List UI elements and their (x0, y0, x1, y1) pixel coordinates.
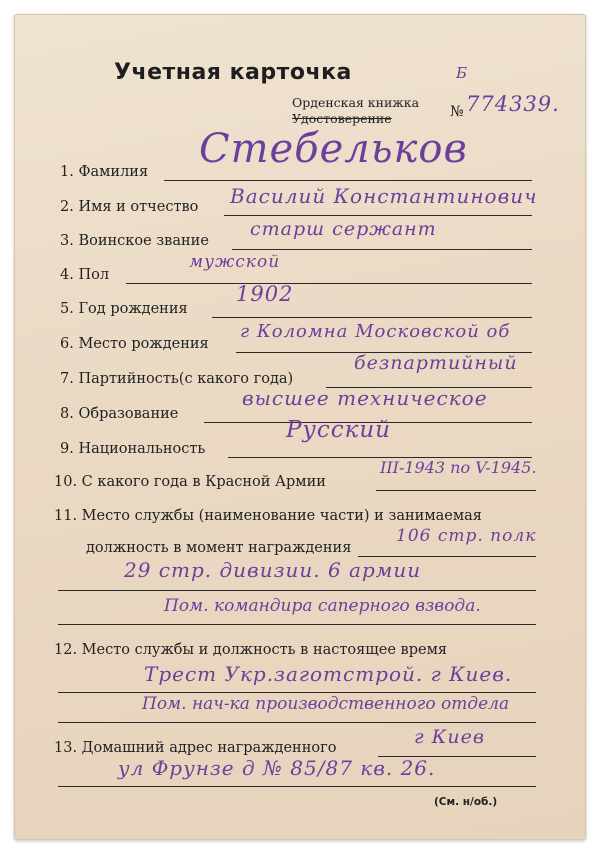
book-series: Б (456, 64, 469, 82)
order-book-label: Орденская книжка (292, 95, 420, 110)
field-4-line (126, 283, 532, 284)
field-3-line (232, 249, 532, 250)
field-7-label: 7. Партийность(с какого года) (60, 371, 294, 387)
field-11-label: 11. Место службы (наименование части) и занимаемая (54, 508, 482, 524)
field-2-label: 2. Имя и отчество (60, 199, 199, 215)
record-card (14, 14, 586, 840)
field-4-value: мужской (189, 252, 281, 272)
field-13-line-2 (58, 786, 536, 787)
footer-note: (См. н/об.) (434, 796, 498, 808)
field-11-line-1 (358, 556, 536, 557)
field-1-value: Стебельков (199, 126, 468, 172)
field-12-label: 12. Место службы и должность в настоящее время (54, 642, 447, 658)
field-11-line-3 (58, 624, 536, 625)
field-6-label: 6. Место рождения (60, 336, 209, 352)
card-title: Учетная карточка (114, 60, 352, 85)
field-8-label: 8. Образование (60, 406, 179, 422)
field-5-value: 1902 (236, 282, 294, 306)
field-10-value: III-1943 по V-1945. (380, 458, 537, 477)
field-12-value-2: Пом. нач-ка производственного отдела (142, 694, 510, 714)
field-9-label: 9. Национальность (60, 441, 206, 457)
field-13-value: г Киев (414, 726, 485, 748)
field-11-value-2: 29 стр. дивизии. 6 армии (124, 558, 422, 582)
field-9-value: Русский (286, 417, 391, 443)
field-1-line (164, 180, 532, 181)
field-10-label: 10. С какого года в Красной Армии (54, 474, 326, 490)
field-10-line (376, 490, 536, 491)
number-sign: № (450, 104, 464, 120)
field-11-value-3: Пом. командира саперного взвода. (164, 596, 481, 616)
field-11-line-2 (58, 590, 536, 591)
certificate-label: Удостоверение (292, 111, 392, 126)
field-2-line (224, 215, 532, 216)
field-5-label: 5. Год рождения (60, 301, 188, 317)
field-12-line-2 (58, 722, 536, 723)
book-number: 774339. (466, 92, 560, 116)
field-3-value: старш сержант (250, 218, 437, 240)
field-12-value: Трест Укр.заготстрой. г Киев. (144, 662, 513, 686)
field-11-label-cont: должность в момент награждения (86, 540, 352, 556)
field-5-line (212, 317, 532, 318)
field-13-label: 13. Домашний адрес награжденного (54, 740, 337, 756)
field-6-value: г Коломна Московской об (240, 321, 511, 342)
field-1-label: 1. Фамилия (60, 164, 149, 180)
field-8-value: высшее техническое (242, 386, 488, 410)
field-12-line-1 (58, 692, 536, 693)
field-3-label: 3. Воинское звание (60, 233, 209, 249)
field-13-value-2: ул Фрунзе д № 85/87 кв. 26. (118, 756, 436, 780)
field-4-label: 4. Пол (60, 267, 110, 283)
field-11-value: 106 стр. полк (396, 526, 537, 546)
field-7-value: безпартийный (354, 352, 518, 374)
field-2-value: Василий Константинович (230, 184, 538, 208)
